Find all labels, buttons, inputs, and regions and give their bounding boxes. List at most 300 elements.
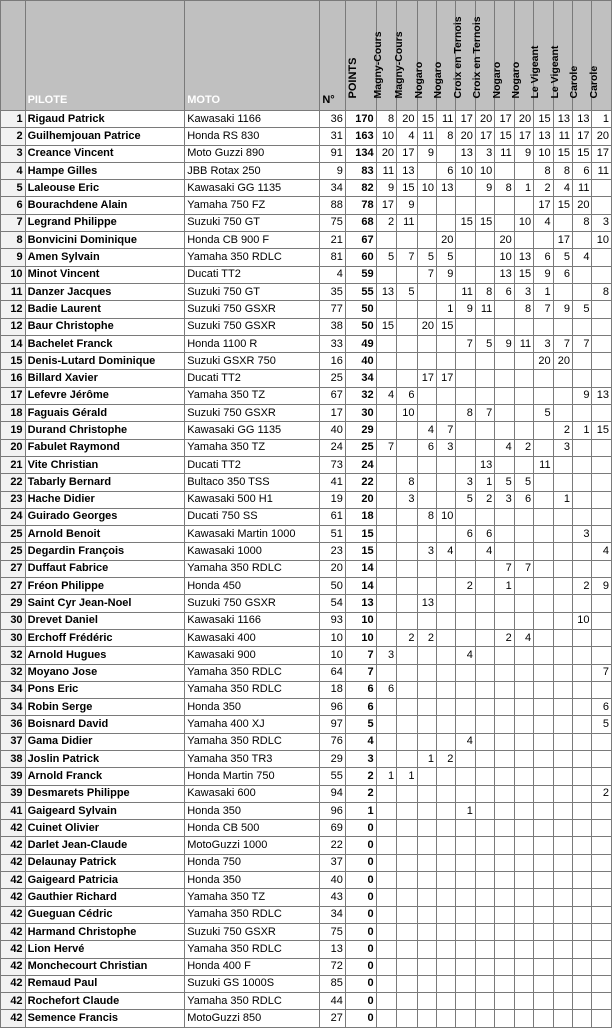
race-score-cell[interactable]: [376, 664, 396, 681]
race-score-cell[interactable]: [376, 958, 396, 975]
race-score-cell[interactable]: [456, 318, 475, 335]
race-score-cell[interactable]: 6: [592, 699, 612, 716]
race-score-cell[interactable]: [534, 975, 553, 992]
number-cell[interactable]: 23: [320, 543, 346, 560]
race-score-cell[interactable]: 6: [456, 526, 475, 543]
race-score-cell[interactable]: [475, 629, 494, 646]
race-score-cell[interactable]: [376, 750, 396, 767]
race-score-cell[interactable]: [592, 612, 612, 629]
race-score-cell[interactable]: [514, 750, 533, 767]
race-score-cell[interactable]: [553, 716, 572, 733]
race-score-cell[interactable]: 1: [573, 422, 592, 439]
race-score-cell[interactable]: 5: [514, 474, 533, 491]
rank-cell[interactable]: 42: [1, 958, 26, 975]
race-score-cell[interactable]: [573, 456, 592, 473]
moto-cell[interactable]: Bultaco 350 TSS: [185, 474, 320, 491]
number-cell[interactable]: 50: [320, 578, 346, 595]
number-cell[interactable]: 40: [320, 422, 346, 439]
race-score-cell[interactable]: 1: [514, 180, 533, 197]
moto-cell[interactable]: MotoGuzzi 1000: [185, 837, 320, 854]
number-cell[interactable]: 16: [320, 353, 346, 370]
number-cell[interactable]: 34: [320, 180, 346, 197]
race-score-cell[interactable]: [397, 353, 417, 370]
race-score-cell[interactable]: [573, 750, 592, 767]
race-score-cell[interactable]: [376, 595, 396, 612]
race-score-cell[interactable]: [417, 837, 436, 854]
race-score-cell[interactable]: 10: [376, 128, 396, 145]
race-score-cell[interactable]: 10: [534, 145, 553, 162]
race-score-cell[interactable]: [436, 820, 455, 837]
points-cell[interactable]: 0: [345, 923, 376, 940]
number-cell[interactable]: 51: [320, 526, 346, 543]
race-score-cell[interactable]: 4: [456, 647, 475, 664]
moto-cell[interactable]: Yamaha 350 RDLC: [185, 664, 320, 681]
points-cell[interactable]: 0: [345, 975, 376, 992]
moto-cell[interactable]: JBB Rotax 250: [185, 162, 320, 179]
race-score-cell[interactable]: [417, 335, 436, 352]
points-cell[interactable]: 50: [345, 301, 376, 318]
race-score-cell[interactable]: [534, 993, 553, 1010]
pilot-cell[interactable]: Vite Christian: [25, 456, 185, 473]
race-score-cell[interactable]: [592, 508, 612, 525]
race-score-cell[interactable]: [436, 595, 455, 612]
race-score-cell[interactable]: [553, 664, 572, 681]
race-score-cell[interactable]: [592, 335, 612, 352]
race-score-cell[interactable]: 4: [495, 439, 514, 456]
race-score-cell[interactable]: 17: [417, 370, 436, 387]
race-score-cell[interactable]: [456, 1010, 475, 1027]
race-score-cell[interactable]: [456, 975, 475, 992]
race-score-cell[interactable]: [495, 854, 514, 871]
race-score-cell[interactable]: [592, 733, 612, 750]
pilot-cell[interactable]: Gaigeard Sylvain: [25, 802, 185, 819]
race-score-cell[interactable]: [592, 768, 612, 785]
race-score-cell[interactable]: [495, 1010, 514, 1027]
race-score-cell[interactable]: [456, 180, 475, 197]
race-score-cell[interactable]: [397, 716, 417, 733]
rank-cell[interactable]: 39: [1, 768, 26, 785]
race-score-cell[interactable]: 9: [553, 301, 572, 318]
race-score-cell[interactable]: [534, 387, 553, 404]
pilot-cell[interactable]: Saint Cyr Jean-Noel: [25, 595, 185, 612]
points-cell[interactable]: 78: [345, 197, 376, 214]
race-score-cell[interactable]: [553, 543, 572, 560]
race-score-cell[interactable]: 6: [514, 491, 533, 508]
race-score-cell[interactable]: 20: [436, 232, 455, 249]
moto-cell[interactable]: Kawasaki 1166: [185, 612, 320, 629]
points-cell[interactable]: 30: [345, 405, 376, 422]
race-score-cell[interactable]: 5: [495, 474, 514, 491]
race-score-cell[interactable]: [573, 854, 592, 871]
race-score-cell[interactable]: [592, 491, 612, 508]
race-score-cell[interactable]: [514, 975, 533, 992]
rank-cell[interactable]: 32: [1, 664, 26, 681]
race-score-cell[interactable]: 3: [495, 491, 514, 508]
race-score-cell[interactable]: [514, 612, 533, 629]
race-score-cell[interactable]: [553, 958, 572, 975]
race-score-cell[interactable]: [436, 560, 455, 577]
race-score-cell[interactable]: [436, 958, 455, 975]
number-cell[interactable]: 93: [320, 612, 346, 629]
race-score-cell[interactable]: 5: [376, 249, 396, 266]
race-score-cell[interactable]: 15: [592, 422, 612, 439]
race-score-cell[interactable]: [553, 370, 572, 387]
points-cell[interactable]: 25: [345, 439, 376, 456]
points-cell[interactable]: 0: [345, 820, 376, 837]
race-score-cell[interactable]: [397, 266, 417, 283]
race-score-cell[interactable]: [475, 854, 494, 871]
race-score-cell[interactable]: [475, 664, 494, 681]
race-score-cell[interactable]: [553, 526, 572, 543]
points-cell[interactable]: 22: [345, 474, 376, 491]
number-cell[interactable]: 61: [320, 508, 346, 525]
race-score-cell[interactable]: [495, 941, 514, 958]
race-score-cell[interactable]: [475, 508, 494, 525]
race-score-cell[interactable]: [376, 474, 396, 491]
race-score-cell[interactable]: [553, 681, 572, 698]
number-cell[interactable]: 10: [320, 647, 346, 664]
rank-cell[interactable]: 10: [1, 266, 26, 283]
race-score-cell[interactable]: 5: [592, 716, 612, 733]
number-cell[interactable]: 67: [320, 387, 346, 404]
points-cell[interactable]: 0: [345, 837, 376, 854]
points-cell[interactable]: 0: [345, 941, 376, 958]
race-score-cell[interactable]: [436, 283, 455, 300]
race-score-cell[interactable]: [397, 664, 417, 681]
race-score-cell[interactable]: [553, 993, 572, 1010]
race-score-cell[interactable]: [534, 681, 553, 698]
race-score-cell[interactable]: [456, 664, 475, 681]
race-score-cell[interactable]: [495, 162, 514, 179]
race-score-cell[interactable]: 2: [592, 785, 612, 802]
race-score-cell[interactable]: [376, 854, 396, 871]
race-score-cell[interactable]: 17: [573, 128, 592, 145]
race-score-cell[interactable]: [534, 474, 553, 491]
race-score-cell[interactable]: [436, 526, 455, 543]
race-score-cell[interactable]: [456, 716, 475, 733]
race-score-cell[interactable]: [514, 232, 533, 249]
number-cell[interactable]: 22: [320, 837, 346, 854]
points-cell[interactable]: 10: [345, 612, 376, 629]
rank-cell[interactable]: 30: [1, 612, 26, 629]
race-score-cell[interactable]: [417, 889, 436, 906]
race-score-cell[interactable]: [534, 941, 553, 958]
number-cell[interactable]: 20: [320, 560, 346, 577]
race-score-cell[interactable]: [553, 578, 572, 595]
race-score-cell[interactable]: [495, 370, 514, 387]
race-score-cell[interactable]: [397, 733, 417, 750]
race-score-cell[interactable]: [456, 854, 475, 871]
race-score-cell[interactable]: 1: [534, 283, 553, 300]
pilot-cell[interactable]: Fréon Philippe: [25, 578, 185, 595]
pilot-cell[interactable]: Lefevre Jérôme: [25, 387, 185, 404]
rank-cell[interactable]: 2: [1, 128, 26, 145]
rank-cell[interactable]: 12: [1, 318, 26, 335]
race-score-cell[interactable]: [376, 335, 396, 352]
race-score-cell[interactable]: 15: [376, 318, 396, 335]
race-score-cell[interactable]: 15: [436, 318, 455, 335]
race-score-cell[interactable]: [514, 733, 533, 750]
number-cell[interactable]: 19: [320, 491, 346, 508]
race-score-cell[interactable]: 8: [553, 162, 572, 179]
number-cell[interactable]: 76: [320, 733, 346, 750]
race-score-cell[interactable]: [534, 785, 553, 802]
race-score-cell[interactable]: [514, 889, 533, 906]
number-cell[interactable]: 4: [320, 266, 346, 283]
race-score-cell[interactable]: [573, 283, 592, 300]
points-cell[interactable]: 0: [345, 906, 376, 923]
pilot-cell[interactable]: Rochefort Claude: [25, 993, 185, 1010]
race-score-cell[interactable]: [376, 612, 396, 629]
pilot-cell[interactable]: Desmarets Philippe: [25, 785, 185, 802]
race-score-cell[interactable]: [592, 958, 612, 975]
pilot-cell[interactable]: Cuinet Olivier: [25, 820, 185, 837]
race-score-cell[interactable]: 4: [376, 387, 396, 404]
race-score-cell[interactable]: 9: [495, 335, 514, 352]
pilot-cell[interactable]: Semence Francis: [25, 1010, 185, 1027]
race-score-cell[interactable]: 17: [397, 145, 417, 162]
number-cell[interactable]: 85: [320, 975, 346, 992]
race-score-cell[interactable]: 1: [495, 578, 514, 595]
race-score-cell[interactable]: [534, 958, 553, 975]
race-score-cell[interactable]: [514, 526, 533, 543]
race-score-cell[interactable]: [376, 785, 396, 802]
race-score-cell[interactable]: 11: [436, 111, 455, 128]
race-score-cell[interactable]: 3: [553, 439, 572, 456]
number-cell[interactable]: 97: [320, 716, 346, 733]
race-score-cell[interactable]: [417, 958, 436, 975]
race-score-cell[interactable]: 8: [475, 283, 494, 300]
race-score-cell[interactable]: [417, 906, 436, 923]
moto-cell[interactable]: Suzuki 750 GSXR: [185, 923, 320, 940]
rank-cell[interactable]: 24: [1, 508, 26, 525]
race-score-cell[interactable]: 3: [514, 283, 533, 300]
race-score-cell[interactable]: 4: [573, 249, 592, 266]
race-score-cell[interactable]: 13: [417, 595, 436, 612]
race-score-cell[interactable]: [475, 906, 494, 923]
race-score-cell[interactable]: [376, 370, 396, 387]
race-score-cell[interactable]: [553, 923, 572, 940]
race-score-cell[interactable]: [573, 820, 592, 837]
pilot-cell[interactable]: Darlet Jean-Claude: [25, 837, 185, 854]
race-score-cell[interactable]: [417, 733, 436, 750]
race-score-cell[interactable]: [456, 560, 475, 577]
race-score-cell[interactable]: [397, 802, 417, 819]
race-score-cell[interactable]: 13: [397, 162, 417, 179]
race-score-cell[interactable]: [456, 681, 475, 698]
rank-cell[interactable]: 22: [1, 474, 26, 491]
pilot-cell[interactable]: Legrand Philippe: [25, 214, 185, 231]
number-cell[interactable]: 96: [320, 802, 346, 819]
race-score-cell[interactable]: 7: [475, 405, 494, 422]
race-score-cell[interactable]: 4: [514, 629, 533, 646]
race-score-cell[interactable]: 15: [397, 180, 417, 197]
rank-cell[interactable]: 42: [1, 1010, 26, 1027]
race-score-cell[interactable]: [417, 716, 436, 733]
moto-cell[interactable]: Suzuki 750 GSXR: [185, 405, 320, 422]
race-score-cell[interactable]: [417, 923, 436, 940]
points-cell[interactable]: 29: [345, 422, 376, 439]
number-cell[interactable]: 54: [320, 595, 346, 612]
points-cell[interactable]: 14: [345, 560, 376, 577]
moto-cell[interactable]: Moto Guzzi 890: [185, 145, 320, 162]
race-score-cell[interactable]: 7: [573, 335, 592, 352]
race-score-cell[interactable]: 1: [417, 750, 436, 767]
race-score-cell[interactable]: 5: [553, 249, 572, 266]
moto-cell[interactable]: Honda 750: [185, 854, 320, 871]
race-score-cell[interactable]: [436, 474, 455, 491]
race-score-cell[interactable]: [495, 318, 514, 335]
race-score-cell[interactable]: [417, 214, 436, 231]
race-score-cell[interactable]: [376, 491, 396, 508]
race-score-cell[interactable]: [534, 820, 553, 837]
race-score-cell[interactable]: [475, 387, 494, 404]
race-score-cell[interactable]: 5: [417, 249, 436, 266]
race-score-cell[interactable]: [553, 387, 572, 404]
race-score-cell[interactable]: [475, 699, 494, 716]
race-score-cell[interactable]: [397, 526, 417, 543]
race-score-cell[interactable]: [592, 318, 612, 335]
race-score-cell[interactable]: [417, 526, 436, 543]
race-score-cell[interactable]: 11: [456, 283, 475, 300]
race-score-cell[interactable]: [397, 232, 417, 249]
race-score-cell[interactable]: 5: [475, 335, 494, 352]
race-score-cell[interactable]: 7: [417, 266, 436, 283]
race-score-cell[interactable]: [514, 958, 533, 975]
points-cell[interactable]: 24: [345, 456, 376, 473]
race-score-cell[interactable]: [475, 439, 494, 456]
race-score-cell[interactable]: 10: [397, 405, 417, 422]
race-score-cell[interactable]: [456, 422, 475, 439]
race-score-cell[interactable]: [376, 405, 396, 422]
pilot-cell[interactable]: Gauthier Richard: [25, 889, 185, 906]
race-score-cell[interactable]: [456, 197, 475, 214]
rank-cell[interactable]: 25: [1, 543, 26, 560]
race-score-cell[interactable]: [573, 785, 592, 802]
rank-cell[interactable]: 38: [1, 750, 26, 767]
race-score-cell[interactable]: [456, 439, 475, 456]
moto-cell[interactable]: Kawasaki 900: [185, 647, 320, 664]
moto-cell[interactable]: Yamaha 350 TZ: [185, 387, 320, 404]
number-cell[interactable]: 73: [320, 456, 346, 473]
race-score-cell[interactable]: [376, 733, 396, 750]
race-score-cell[interactable]: [436, 491, 455, 508]
moto-cell[interactable]: Yamaha 350 RDLC: [185, 993, 320, 1010]
race-score-cell[interactable]: 8: [456, 405, 475, 422]
race-score-cell[interactable]: [553, 647, 572, 664]
race-score-cell[interactable]: [475, 889, 494, 906]
race-score-cell[interactable]: [553, 872, 572, 889]
race-score-cell[interactable]: [417, 474, 436, 491]
race-score-cell[interactable]: 4: [456, 733, 475, 750]
race-score-cell[interactable]: [553, 214, 572, 231]
rank-cell[interactable]: 42: [1, 820, 26, 837]
rank-cell[interactable]: 20: [1, 439, 26, 456]
race-score-cell[interactable]: [534, 578, 553, 595]
race-score-cell[interactable]: [592, 820, 612, 837]
points-cell[interactable]: 34: [345, 370, 376, 387]
race-score-cell[interactable]: [475, 923, 494, 940]
race-score-cell[interactable]: 5: [534, 405, 553, 422]
race-score-cell[interactable]: [592, 180, 612, 197]
race-score-cell[interactable]: 13: [573, 111, 592, 128]
rank-cell[interactable]: 39: [1, 785, 26, 802]
points-cell[interactable]: 2: [345, 768, 376, 785]
race-score-cell[interactable]: [514, 768, 533, 785]
race-score-cell[interactable]: [592, 975, 612, 992]
race-score-cell[interactable]: [592, 889, 612, 906]
race-score-cell[interactable]: [376, 301, 396, 318]
pilot-cell[interactable]: Robin Serge: [25, 699, 185, 716]
race-score-cell[interactable]: [573, 975, 592, 992]
number-cell[interactable]: 94: [320, 785, 346, 802]
points-cell[interactable]: 14: [345, 578, 376, 595]
race-score-cell[interactable]: [534, 1010, 553, 1027]
race-score-cell[interactable]: [495, 387, 514, 404]
race-score-cell[interactable]: 3: [592, 214, 612, 231]
race-score-cell[interactable]: [417, 647, 436, 664]
race-score-cell[interactable]: 2: [553, 422, 572, 439]
race-score-cell[interactable]: [534, 370, 553, 387]
pilot-cell[interactable]: Danzer Jacques: [25, 283, 185, 300]
rank-cell[interactable]: 32: [1, 647, 26, 664]
race-score-cell[interactable]: [553, 612, 572, 629]
race-score-cell[interactable]: [417, 664, 436, 681]
pilot-cell[interactable]: Minot Vincent: [25, 266, 185, 283]
race-score-cell[interactable]: 1: [436, 301, 455, 318]
rank-cell[interactable]: 6: [1, 197, 26, 214]
race-score-cell[interactable]: [436, 456, 455, 473]
race-score-cell[interactable]: [553, 750, 572, 767]
race-score-cell[interactable]: [436, 854, 455, 871]
race-score-cell[interactable]: 6: [475, 526, 494, 543]
race-score-cell[interactable]: [397, 872, 417, 889]
rank-cell[interactable]: 21: [1, 456, 26, 473]
race-score-cell[interactable]: [397, 923, 417, 940]
race-score-cell[interactable]: [456, 232, 475, 249]
race-score-cell[interactable]: [417, 975, 436, 992]
race-score-cell[interactable]: [514, 387, 533, 404]
race-score-cell[interactable]: 15: [573, 145, 592, 162]
race-score-cell[interactable]: [534, 854, 553, 871]
race-score-cell[interactable]: 11: [397, 214, 417, 231]
race-score-cell[interactable]: 20: [592, 128, 612, 145]
race-score-cell[interactable]: 7: [397, 249, 417, 266]
points-cell[interactable]: 60: [345, 249, 376, 266]
race-score-cell[interactable]: 1: [553, 491, 572, 508]
pilot-cell[interactable]: Hampe Gilles: [25, 162, 185, 179]
pilot-cell[interactable]: Tabarly Bernard: [25, 474, 185, 491]
race-score-cell[interactable]: [456, 370, 475, 387]
points-cell[interactable]: 13: [345, 595, 376, 612]
race-score-cell[interactable]: [436, 906, 455, 923]
rank-cell[interactable]: 42: [1, 872, 26, 889]
points-cell[interactable]: 15: [345, 526, 376, 543]
race-score-cell[interactable]: 4: [397, 128, 417, 145]
race-score-cell[interactable]: [397, 422, 417, 439]
race-score-cell[interactable]: [397, 785, 417, 802]
rank-cell[interactable]: 42: [1, 993, 26, 1010]
points-cell[interactable]: 40: [345, 353, 376, 370]
race-score-cell[interactable]: [514, 785, 533, 802]
race-score-cell[interactable]: [495, 785, 514, 802]
points-cell[interactable]: 2: [345, 785, 376, 802]
number-cell[interactable]: 91: [320, 145, 346, 162]
moto-cell[interactable]: Yamaha 350 RDLC: [185, 681, 320, 698]
race-score-cell[interactable]: [376, 508, 396, 525]
rank-cell[interactable]: 7: [1, 214, 26, 231]
race-score-cell[interactable]: 2: [397, 629, 417, 646]
